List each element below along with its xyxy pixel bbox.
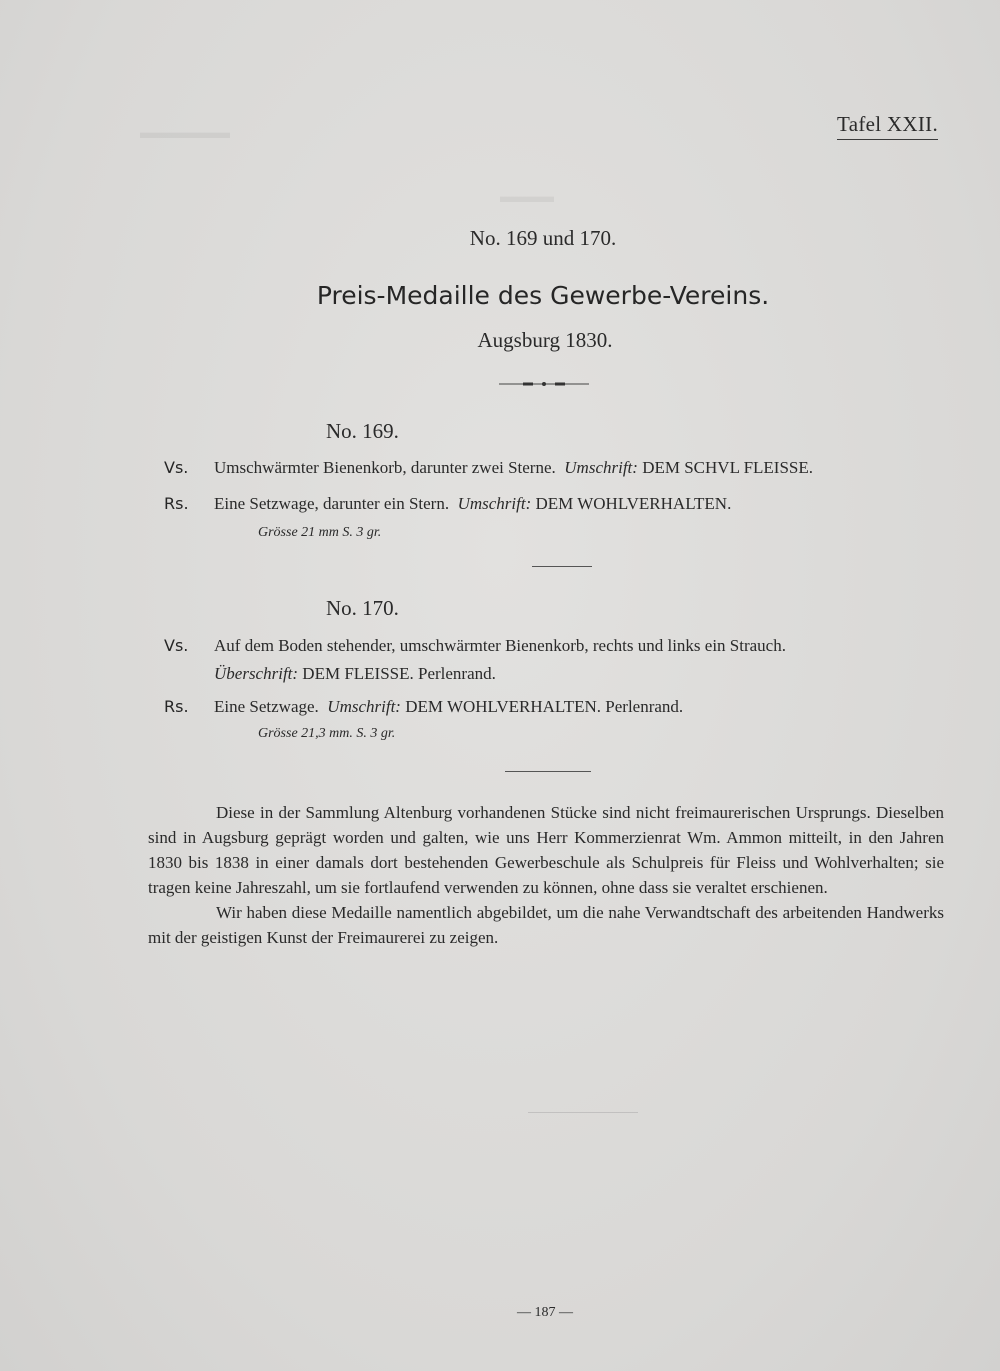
section-divider — [505, 771, 591, 772]
page-number: — 187 — — [517, 1305, 573, 1320]
reverse-line-169 — [164, 494, 960, 514]
reverse-line-170 — [164, 697, 960, 717]
obverse-description: Umschwärmter Bienenkorb, darunter zwei Sterne. — [214, 458, 556, 477]
bleed-through-text: ▬▬▬ — [500, 186, 554, 206]
reverse-description: Eine Setzwage. — [214, 697, 319, 716]
reverse-inscription: DEM WOHLVERHALTEN. — [535, 494, 732, 513]
reverse-label: Rs. — [164, 494, 189, 513]
obverse-inscription: DEM SCHVL FLEISSE. — [642, 458, 814, 477]
ornament-divider-icon — [499, 381, 589, 387]
entry-numbers: No. 169 und 170. — [469, 226, 617, 250]
page-title: Preis-Medaille des Gewerbe-Vereins. — [316, 281, 770, 310]
place-date: Augsburg 1830. — [477, 328, 613, 352]
reverse-term: Umschrift: — [327, 697, 401, 716]
section-divider — [532, 566, 592, 567]
commentary-paragraph: Wir haben diese Medaille namentlich abgebildet, um die nahe Verwandtschaft des arbeitenden Handwerks mit der geistigen Kunst der Freimaurerei zu zeigen. — [148, 903, 944, 947]
obverse-term: Überschrift: — [214, 664, 299, 683]
bleed-through-text: ▬▬▬▬▬ — [140, 122, 230, 142]
commentary-paragraph: Diese in der Sammlung Altenburg vorhandenen Stücke sind nicht freimaurerischen Ursprungs. Dieselben sind in Augsburg geprägt worden und galten, wie uns Herr Kommerzienrat Wm. Ammon mitteilt, in den Jahren 1830 bis 1838 in einer damals dort bestehenden Gewerbeschule als Schulpreis für Fleiss und Wohlverhalten; sie tragen keine Jahreszahl, um sie fortlaufend verwenden zu können, ohne dass sie veraltet erschienen. — [148, 803, 944, 897]
size-weight-170: Grösse 21,3 mm. S. 3 gr. — [258, 726, 396, 741]
reverse-term: Umschrift: — [457, 494, 532, 513]
obverse-label: Vs. — [164, 636, 189, 655]
section-heading-169: No. 169. — [326, 419, 399, 443]
plate-label: Tafel XXII. — [837, 112, 938, 140]
obverse-line-169 — [164, 458, 960, 478]
section-heading-170: No. 170. — [326, 596, 399, 620]
obverse-continuation-170 — [214, 664, 496, 684]
reverse-inscription: DEM WOHLVERHALTEN. Perlenrand. — [405, 697, 684, 716]
obverse-description: Auf dem Boden stehender, umschwärmter Bienenkorb, rechts und links ein Strauch. — [214, 636, 786, 655]
reverse-label: Rs. — [164, 697, 189, 716]
commentary — [148, 800, 944, 950]
obverse-label: Vs. — [164, 458, 189, 477]
reverse-description: Eine Setzwage, darunter ein Stern. — [214, 494, 450, 513]
faint-divider — [528, 1112, 638, 1113]
obverse-line-170 — [164, 636, 960, 656]
obverse-term: Umschrift: — [564, 458, 638, 477]
size-weight-169: Grösse 21 mm S. 3 gr. — [258, 525, 382, 540]
obverse-inscription: DEM FLEISSE. Perlenrand. — [302, 664, 496, 683]
